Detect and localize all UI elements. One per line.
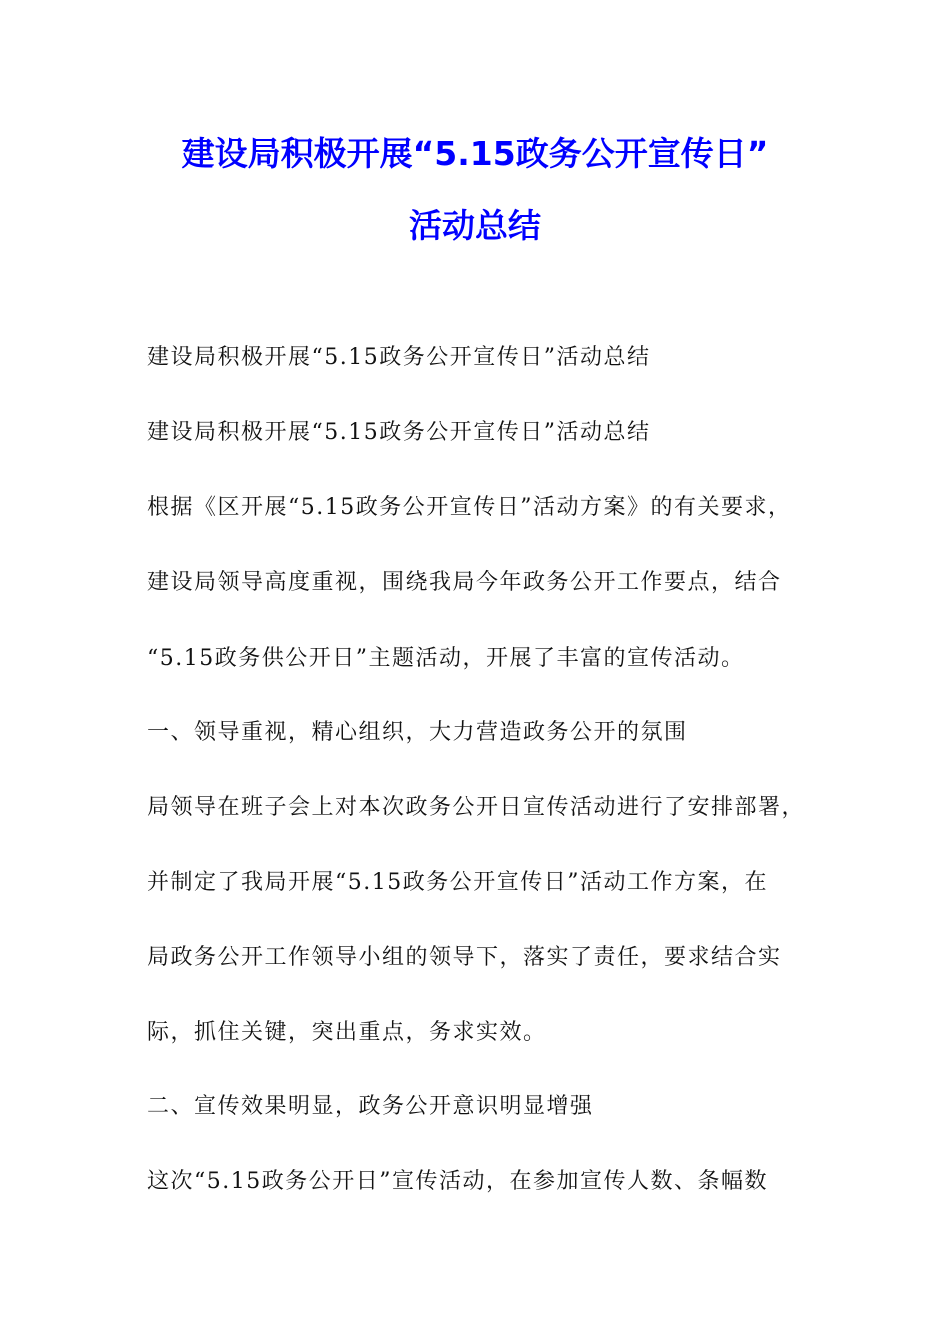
body-line-10: 际，抓住关键，突出重点，务求实效。 [147, 1020, 547, 1045]
body-line-5: “5.15政务供公开日”主题活动，开展了丰富的宣传活动。 [147, 646, 745, 671]
section-heading-2: 二、宣传效果明显，政务公开意识明显增强 [147, 1094, 594, 1119]
body-line-2: 建设局积极开展“5.15政务公开宣传日”活动总结 [147, 420, 651, 445]
body-line-12: 这次“5.15政务公开日”宣传活动，在参加宣传人数、条幅数 [147, 1169, 768, 1194]
body-line-3: 根据《区开展“5.15政务公开宣传日”活动方案》的有关要求， [147, 495, 792, 520]
body-line-7: 局领导在班子会上对本次政务公开日宣传活动进行了安排部署， [147, 795, 806, 820]
document-title-line-1: 建设局积极开展“5.15政务公开宣传日” [181, 134, 769, 173]
body-line-9: 局政务公开工作领导小组的领导下，落实了责任，要求结合实 [147, 945, 782, 970]
body-line-1: 建设局积极开展“5.15政务公开宣传日”活动总结 [147, 345, 651, 370]
body-line-4: 建设局领导高度重视，围绕我局今年政务公开工作要点，结合 [147, 570, 782, 595]
body-line-8: 并制定了我局开展“5.15政务公开宣传日”活动工作方案，在 [147, 870, 768, 895]
document-title-line-2: 活动总结 [409, 206, 541, 245]
section-heading-1: 一、领导重视，精心组织，大力营造政务公开的氛围 [147, 720, 688, 745]
